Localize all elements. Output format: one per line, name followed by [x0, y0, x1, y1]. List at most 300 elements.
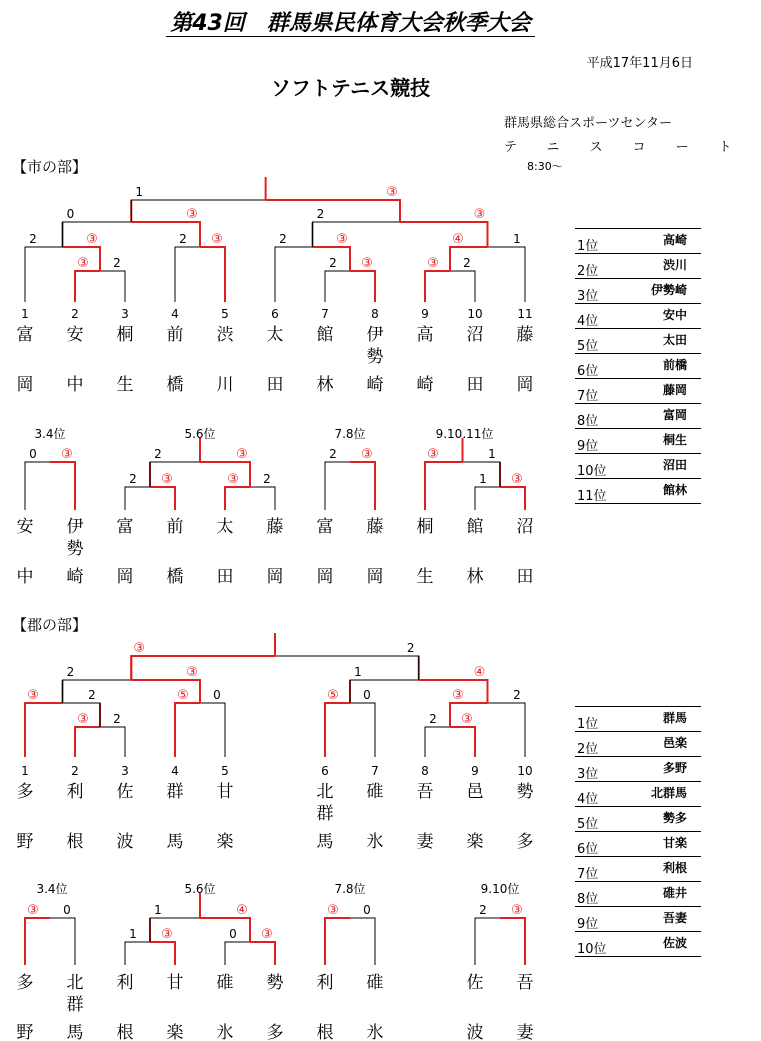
ranking-position: 10位	[577, 464, 607, 479]
bracket-line	[131, 200, 265, 222]
match-score: ③	[361, 256, 373, 271]
bracket-line	[131, 680, 200, 703]
match-score: 1	[135, 185, 144, 199]
team-name-char: 楽	[216, 832, 234, 852]
ranking-team: 桐生	[662, 433, 687, 447]
team-name-char: 前	[166, 517, 184, 537]
ranking-row	[575, 882, 701, 907]
team-name-char: 勢	[66, 539, 84, 559]
team-name-char: 碓	[216, 973, 234, 993]
ranking-position: 3位	[577, 767, 599, 782]
ranking-position: 1位	[577, 239, 599, 254]
ranking-row	[575, 757, 701, 782]
bracket-line	[25, 247, 63, 302]
placement-label: 9.10位	[480, 882, 520, 896]
ranking-row	[575, 354, 701, 379]
match-score: ③	[161, 927, 173, 942]
match-score: ③	[61, 447, 73, 462]
team-name-char: 氷	[366, 832, 384, 852]
team-name-char: 碓	[366, 782, 384, 802]
bracket-line	[500, 918, 525, 965]
team-name-char: 氷	[216, 1023, 234, 1041]
ranking-row	[575, 429, 701, 454]
entry-number: 4	[171, 764, 179, 778]
ranking-row	[575, 807, 701, 832]
bracket-line	[225, 942, 250, 965]
ranking-row	[575, 228, 701, 254]
bracket-line	[150, 918, 200, 942]
ranking-team: 多野	[662, 761, 687, 775]
ranking-position: 6位	[577, 364, 599, 379]
placement-label: 3.4位	[34, 427, 66, 441]
bracket-line	[131, 656, 275, 680]
bracket-line	[325, 703, 350, 757]
team-name-char: 氷	[366, 1023, 384, 1041]
match-score: 2	[463, 256, 471, 270]
match-score: 2	[316, 207, 325, 221]
ranking-position: 7位	[577, 389, 599, 404]
ranking-position: 2位	[577, 742, 599, 757]
ranking-position: 8位	[577, 414, 599, 429]
match-score: ③	[327, 903, 339, 918]
team-name-char: 崎	[66, 567, 84, 587]
entry-number: 7	[371, 764, 379, 778]
match-score: 0	[66, 207, 75, 221]
bracket-line	[150, 942, 175, 965]
team-name-char: 多	[16, 973, 34, 993]
bracket-line	[350, 918, 375, 965]
bracket-line	[450, 271, 475, 302]
match-score: 2	[88, 688, 96, 702]
team-name-char: 妻	[516, 1023, 534, 1041]
team-name-char: 田	[466, 375, 484, 395]
team-name-char: 橋	[166, 567, 184, 587]
match-score: ③	[161, 472, 173, 487]
team-name-char: 高	[416, 325, 434, 345]
team-name-char: 波	[466, 1023, 484, 1041]
bracket-line	[63, 680, 132, 703]
bracket-line	[425, 727, 450, 757]
team-name-char: 群	[316, 804, 334, 824]
team-name-char: 馬	[166, 832, 184, 852]
ranking-position: 9位	[577, 917, 599, 932]
bracket-line	[25, 462, 50, 510]
match-score: 2	[279, 232, 287, 246]
bracket-line	[488, 703, 526, 757]
team-name-char: 野	[16, 832, 34, 852]
match-score: 2	[329, 256, 337, 270]
team-name-char: 北	[316, 782, 334, 802]
match-score: ③	[336, 232, 348, 247]
entry-number: 9	[421, 307, 429, 321]
bracket-line	[350, 680, 419, 703]
bracket-line	[200, 462, 250, 487]
court: テニスコート	[504, 140, 761, 155]
match-score: ③	[227, 472, 239, 487]
team-name-char: 渋	[216, 325, 234, 345]
ranking-position: 5位	[577, 339, 599, 354]
placement-label: 7.8位	[334, 427, 366, 441]
ranking-row	[575, 479, 701, 504]
team-name-char: 安	[16, 517, 34, 537]
team-name-char: 勢	[266, 973, 284, 993]
match-score: ③	[427, 447, 439, 462]
bracket-line	[131, 222, 200, 247]
ranking-position: 9位	[577, 439, 599, 454]
team-name-char: 妻	[416, 832, 434, 852]
team-name-char: 甘	[216, 782, 234, 802]
ranking-team: 高崎	[662, 233, 687, 247]
entry-number: 1	[21, 307, 29, 321]
entry-number: 5	[221, 307, 229, 321]
team-name-char: 林	[466, 567, 484, 587]
ranking-position: 4位	[577, 792, 599, 807]
match-score: 2	[113, 256, 121, 270]
team-name-char: 岡	[16, 375, 34, 395]
placement-label: 7.8位	[334, 882, 366, 896]
match-score: ③	[236, 447, 248, 462]
ranking-position: 5位	[577, 817, 599, 832]
ranking-team: 前橋	[662, 358, 687, 372]
team-name-char: 根	[66, 832, 84, 852]
match-score: 2	[406, 641, 415, 655]
team-name-char: 岡	[516, 375, 534, 395]
match-score: ③	[511, 903, 523, 918]
match-score: ③	[186, 207, 198, 222]
team-name-char: 多	[516, 832, 534, 852]
match-score: ③	[211, 232, 223, 247]
match-score: ③	[27, 688, 39, 703]
ranking-row	[575, 832, 701, 857]
team-name-char: 甘	[166, 973, 184, 993]
match-score: 2	[329, 447, 337, 461]
entry-number: 9	[471, 764, 479, 778]
ranking-row	[575, 782, 701, 807]
bracket-line	[425, 462, 463, 510]
team-name-char: 利	[316, 973, 334, 993]
team-name-char: 太	[266, 325, 284, 345]
bracket-line	[275, 247, 313, 302]
ranking-team: 館林	[662, 483, 687, 497]
bracket-line	[313, 222, 401, 247]
match-score: ③	[452, 688, 464, 703]
page-title: 第43回 群馬県民体育大会秋季大会	[0, 6, 701, 37]
ranking-team: 碓井	[662, 886, 687, 900]
bracket-line	[150, 462, 200, 487]
team-name-char: 岡	[266, 567, 284, 587]
ranking-team: 沼田	[662, 458, 687, 472]
bracket-line	[175, 703, 200, 757]
ranking-position: 6位	[577, 842, 599, 857]
bracket-line	[50, 918, 75, 965]
city-ranking-table	[575, 228, 701, 504]
bracket-line	[200, 247, 225, 302]
bracket-line	[25, 703, 63, 757]
team-name-char: 馬	[66, 1023, 84, 1041]
match-score: 1	[513, 232, 521, 246]
ranking-row	[575, 907, 701, 932]
city-section-label: 【市の部】	[12, 158, 88, 176]
ranking-row	[575, 304, 701, 329]
team-name-char: 沼	[466, 325, 484, 345]
ranking-team: 富岡	[662, 408, 687, 422]
ranking-team: 利根	[662, 861, 687, 875]
bracket-line	[200, 918, 250, 942]
team-name-char: 林	[316, 375, 334, 395]
entry-number: 2	[71, 764, 79, 778]
ranking-row	[575, 379, 701, 404]
match-score: 0	[229, 927, 237, 941]
team-name-char: 崎	[366, 375, 384, 395]
team-name-char: 根	[116, 1023, 134, 1041]
match-score: 2	[179, 232, 187, 246]
ranking-row	[575, 254, 701, 279]
ranking-team: 吾妻	[662, 911, 687, 925]
ranking-team: 邑楽	[662, 736, 687, 750]
team-name-char: 安	[66, 325, 84, 345]
match-score: ③	[27, 903, 39, 918]
ranking-team: 勢多	[662, 811, 687, 825]
match-score: ⑤	[327, 688, 339, 703]
entry-number: 10	[467, 307, 483, 321]
team-name-char: 利	[116, 973, 134, 993]
team-name-char: 佐	[116, 782, 134, 802]
bracket-line	[325, 918, 350, 965]
match-score: ③	[386, 185, 398, 200]
ranking-row	[575, 932, 701, 957]
match-score: 2	[263, 472, 271, 486]
bracket-line	[125, 487, 150, 510]
team-name-char: 桐	[116, 325, 134, 345]
team-name-char: 藤	[366, 517, 384, 537]
ranking-row	[575, 732, 701, 757]
placement-label: 5.6位	[184, 882, 216, 896]
team-name-char: 馬	[316, 832, 334, 852]
ranking-position: 11位	[577, 489, 607, 504]
match-score: 0	[213, 688, 221, 702]
match-score: 1	[479, 472, 487, 486]
team-name-char: 岡	[316, 567, 334, 587]
bracket-line	[75, 727, 100, 757]
ranking-row	[575, 857, 701, 882]
bracket-line	[175, 247, 200, 302]
ranking-row	[575, 706, 701, 732]
bracket-line	[350, 271, 375, 302]
venue: 群馬県総合スポーツセンター	[504, 116, 672, 131]
team-name-char: 群	[166, 782, 184, 802]
match-score: 2	[513, 688, 521, 702]
match-score: 1	[154, 903, 162, 917]
ranking-team: 佐波	[662, 936, 687, 950]
team-name-char: 波	[116, 832, 134, 852]
team-name-char: 楽	[166, 1023, 184, 1041]
bracket-line	[350, 703, 375, 757]
team-name-char: 多	[16, 782, 34, 802]
team-name-char: 太	[216, 517, 234, 537]
match-score: 0	[63, 903, 71, 917]
bracket-line	[325, 462, 350, 510]
team-name-char: 館	[466, 517, 484, 537]
entry-number: 6	[271, 307, 279, 321]
team-name-char: 吾	[516, 973, 534, 993]
match-score: ③	[186, 665, 198, 680]
bracket-line	[475, 918, 500, 965]
ranking-row	[575, 404, 701, 429]
bracket-line	[425, 271, 450, 302]
ranking-position: 4位	[577, 314, 599, 329]
ranking-team: 渋川	[662, 258, 687, 272]
match-score: 2	[113, 712, 121, 726]
match-score: 2	[129, 472, 137, 486]
team-name-char: 群	[66, 995, 84, 1015]
team-name-char: 田	[516, 567, 534, 587]
bracket-line	[150, 487, 175, 510]
team-name-char: 根	[316, 1023, 334, 1041]
ranking-row	[575, 329, 701, 354]
ranking-position: 7位	[577, 867, 599, 882]
match-score: 0	[363, 688, 371, 702]
match-score: ③	[473, 207, 486, 222]
team-name-char: 藤	[516, 325, 534, 345]
team-name-char: 生	[116, 375, 134, 395]
ranking-team: 群馬	[662, 711, 687, 725]
match-score: ③	[461, 712, 473, 727]
match-score: ③	[133, 641, 146, 656]
match-score: 0	[363, 903, 371, 917]
entry-number: 10	[517, 764, 533, 778]
team-name-char: 邑	[466, 782, 484, 802]
ranking-team: 伊勢崎	[650, 283, 687, 297]
placement-label: 3.4位	[36, 882, 68, 896]
date: 平成17年11月6日	[586, 56, 693, 71]
team-name-char: 中	[16, 567, 34, 587]
team-name-char: 田	[216, 567, 234, 587]
bracket-line	[250, 942, 275, 965]
bracket-line	[350, 462, 375, 510]
county-section-label: 【郡の部】	[12, 616, 88, 634]
match-score: 2	[29, 232, 37, 246]
team-name-char: 中	[66, 375, 84, 395]
start-time: 8:30～	[527, 160, 563, 173]
match-score: 2	[479, 903, 487, 917]
bracket-line	[200, 703, 225, 757]
match-score: 1	[129, 927, 137, 941]
team-name-char: 勢	[366, 347, 384, 367]
entry-number: 3	[121, 764, 129, 778]
match-score: ⑤	[177, 688, 189, 703]
bracket-line	[475, 487, 500, 510]
team-name-char: 藤	[266, 517, 284, 537]
team-name-char: 伊	[366, 325, 384, 345]
match-score: 0	[29, 447, 37, 461]
entry-number: 7	[321, 307, 329, 321]
team-name-char: 多	[266, 1023, 284, 1041]
entry-number: 3	[121, 307, 129, 321]
team-name-char: 北	[66, 973, 84, 993]
entry-number: 6	[321, 764, 329, 778]
team-name-char: 橋	[166, 375, 184, 395]
ranking-position: 10位	[577, 942, 607, 957]
team-name-char: 富	[116, 517, 134, 537]
ranking-row	[575, 454, 701, 479]
ranking-position: 3位	[577, 289, 599, 304]
match-score: ③	[77, 712, 89, 727]
bracket-line	[400, 222, 488, 247]
entry-number: 1	[21, 764, 29, 778]
team-name-char: 野	[16, 1023, 34, 1041]
bracket-line	[100, 271, 125, 302]
county-ranking-table	[575, 706, 701, 957]
match-score: ③	[361, 447, 373, 462]
entry-number: 8	[371, 307, 379, 321]
bracket-line	[225, 487, 250, 510]
entry-number: 8	[421, 764, 429, 778]
placement-label: 5.6位	[184, 427, 216, 441]
ranking-team: 安中	[662, 308, 687, 322]
team-name-char: 碓	[366, 973, 384, 993]
team-name-char: 前	[166, 325, 184, 345]
team-name-char: 楽	[466, 832, 484, 852]
bracket-line	[75, 271, 100, 302]
bracket-line	[266, 200, 400, 222]
match-score: ③	[427, 256, 439, 271]
ranking-position: 2位	[577, 264, 599, 279]
match-score: ③	[86, 232, 98, 247]
team-name-char: 崎	[416, 375, 434, 395]
bracket-line	[125, 942, 150, 965]
entry-number: 5	[221, 764, 229, 778]
ranking-position: 1位	[577, 717, 599, 732]
match-score: 1	[488, 447, 496, 461]
team-name-char: 岡	[366, 567, 384, 587]
bracket-line	[100, 727, 125, 757]
bracket-line	[500, 487, 525, 510]
match-score: ③	[77, 256, 89, 271]
bracket-line	[275, 656, 419, 680]
team-name-char: 川	[216, 375, 234, 395]
bracket-line	[50, 462, 75, 510]
entry-number: 11	[517, 307, 533, 321]
team-name-char: 岡	[116, 567, 134, 587]
team-name-char: 佐	[466, 973, 484, 993]
bracket-line	[450, 727, 475, 757]
event-title: ソフトテニス競技	[270, 76, 431, 100]
match-score: ④	[452, 232, 464, 247]
ranking-position: 8位	[577, 892, 599, 907]
team-name-char: 富	[316, 517, 334, 537]
match-score: 1	[354, 665, 362, 679]
team-name-char: 生	[416, 567, 434, 587]
bracket-line	[325, 271, 350, 302]
team-name-char: 勢	[516, 782, 534, 802]
team-name-char: 桐	[416, 517, 434, 537]
match-score: ③	[261, 927, 273, 942]
team-name-char: 富	[16, 325, 34, 345]
team-name-char: 田	[266, 375, 284, 395]
bracket-line	[250, 487, 275, 510]
match-score: 2	[429, 712, 437, 726]
placement-label: 9.10.11位	[435, 427, 494, 441]
team-name-char: 利	[66, 782, 84, 802]
team-name-char: 伊	[66, 517, 84, 537]
ranking-team: 北群馬	[650, 786, 687, 800]
bracket-line	[25, 918, 50, 965]
bracket-line	[488, 247, 526, 302]
team-name-char: 館	[316, 325, 334, 345]
match-score: ③	[511, 472, 523, 487]
ranking-team: 藤岡	[662, 383, 687, 397]
match-score: ④	[473, 665, 486, 680]
